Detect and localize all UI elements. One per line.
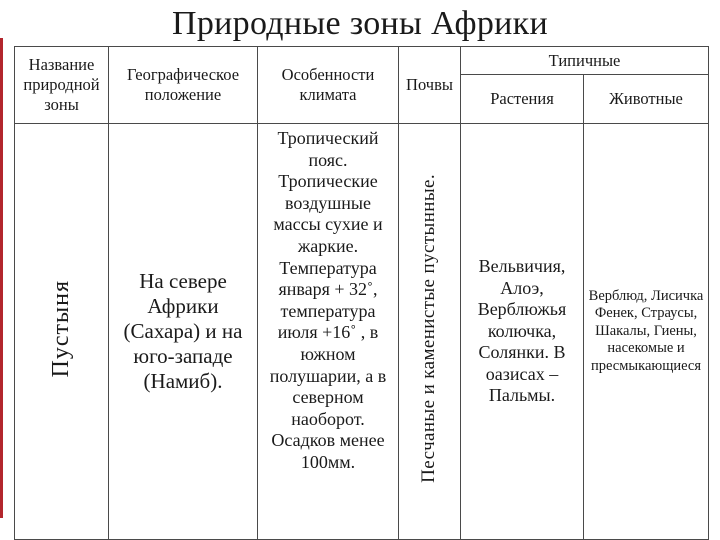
zones-table: [14, 46, 709, 540]
header-animals: Животные: [584, 75, 709, 124]
header-plants: Растения: [461, 75, 584, 124]
header-soils: Почвы: [399, 47, 461, 124]
soils-text: Песчаные и каменистые пустынные.: [418, 174, 440, 484]
cell-zone-name: [15, 124, 109, 540]
slide-edge-accent: [0, 38, 3, 518]
header-zone-name: Название природной зоны: [15, 47, 109, 124]
page-title: Природные зоны Африки: [172, 5, 548, 42]
cell-plants: Вельвичия, Алоэ, Верблюжья колючка, Солянки. В оазисах – Пальмы.: [461, 124, 584, 540]
header-climate: Особенности климата: [258, 47, 399, 124]
table-row: [15, 124, 709, 540]
cell-climate: Тропический пояс. Тропические воздушные массы сухие и жаркие. Температура января + 32˚, температура июля +16˚ , в южном полушарии, а в северном наоборот. Осадков менее 100мм.: [258, 124, 399, 540]
header-row-top: [15, 47, 709, 75]
header-geo-position: Географическое положение: [109, 47, 258, 124]
zone-name-text: Пустыня: [48, 280, 75, 378]
cell-soils: [399, 124, 461, 540]
cell-geo-position: На севере Африки (Сахара) и на юго-западе (Намиб).: [109, 124, 258, 540]
cell-animals: Верблюд, Лисичка Фенек, Страусы, Шакалы, Гиены, насекомые и пресмыкающиеся: [584, 124, 709, 540]
header-typical: Типичные: [461, 47, 709, 75]
